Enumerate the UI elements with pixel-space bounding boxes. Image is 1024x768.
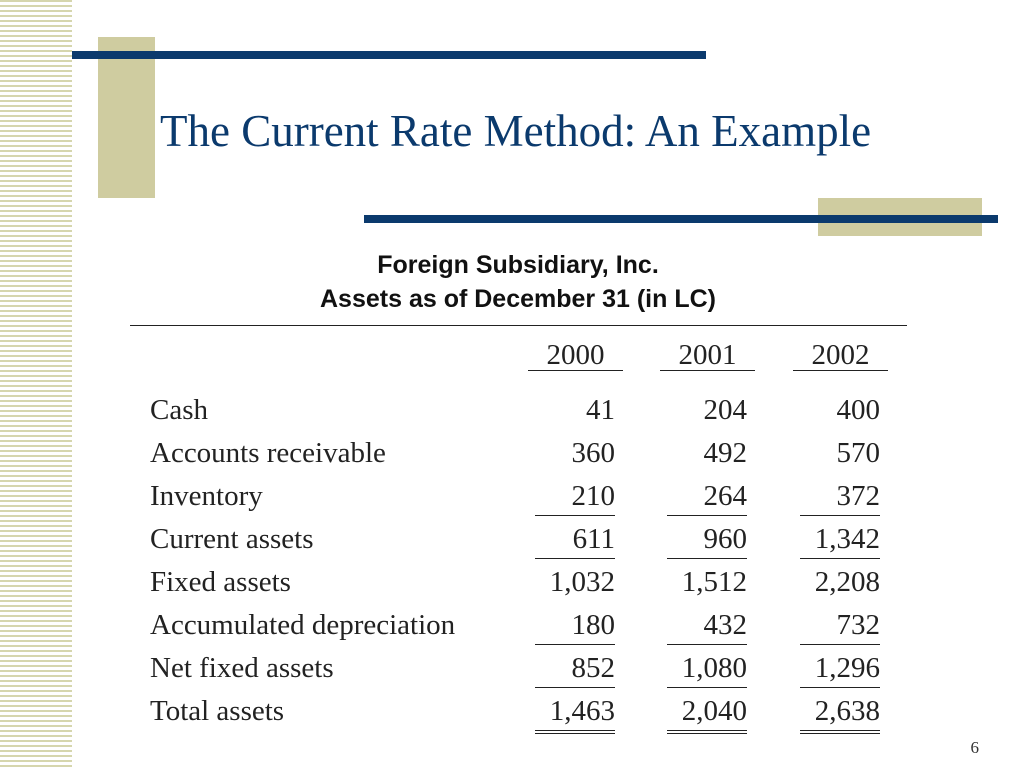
row-label: Total assets bbox=[150, 695, 285, 727]
table-heading bbox=[130, 248, 906, 316]
table-row-cash bbox=[150, 393, 885, 433]
decorative-block-left bbox=[98, 37, 155, 198]
cell-value: 210 bbox=[535, 479, 615, 516]
company-name: Foreign Subsidiary, Inc. bbox=[377, 251, 659, 279]
row-label: Net fixed assets bbox=[150, 652, 334, 684]
cell-value: 432 bbox=[667, 608, 747, 645]
cell-value: 960 bbox=[667, 522, 747, 559]
title-bar-bottom bbox=[364, 215, 998, 223]
cell-value: 400 bbox=[836, 394, 880, 426]
cell-value: 852 bbox=[535, 651, 615, 688]
table-row-net-fixed-assets bbox=[150, 651, 885, 691]
table-subtitle: Assets as of December 31 (in LC) bbox=[320, 285, 716, 313]
table-row-inventory bbox=[150, 479, 885, 519]
cell-value: 2,208 bbox=[814, 566, 880, 598]
table-row-accounts-receivable bbox=[150, 436, 885, 476]
cell-value: 1,512 bbox=[681, 566, 747, 598]
cell-value: 372 bbox=[800, 479, 880, 516]
cell-value: 732 bbox=[800, 608, 880, 645]
cell-value: 41 bbox=[586, 394, 615, 426]
cell-value: 180 bbox=[535, 608, 615, 645]
title-bar-top bbox=[72, 51, 706, 59]
cell-value: 1,463 bbox=[535, 694, 615, 734]
year-header-2001: 2001 bbox=[660, 340, 755, 371]
year-header-2002: 2002 bbox=[793, 340, 888, 371]
cell-value: 2,638 bbox=[800, 694, 880, 734]
table-row-accumulated-depreciation bbox=[150, 608, 885, 648]
decorative-stripes bbox=[0, 0, 72, 768]
cell-value: 611 bbox=[535, 522, 615, 559]
cell-value: 264 bbox=[667, 479, 747, 516]
row-label: Current assets bbox=[150, 523, 314, 555]
table-row-total-assets bbox=[150, 694, 885, 734]
slide-title: The Current Rate Method: An Example bbox=[160, 106, 872, 156]
row-label: Fixed assets bbox=[150, 566, 291, 598]
cell-value: 1,342 bbox=[800, 522, 880, 559]
cell-value: 1,080 bbox=[667, 651, 747, 688]
row-label: Inventory bbox=[150, 480, 263, 512]
page-number: 6 bbox=[970, 738, 979, 757]
year-header-2000: 2000 bbox=[528, 340, 623, 371]
cell-value: 1,032 bbox=[549, 566, 615, 598]
cell-value: 2,040 bbox=[667, 694, 747, 734]
table-row-fixed-assets bbox=[150, 565, 885, 605]
cell-value: 360 bbox=[571, 437, 615, 469]
table-top-rule bbox=[130, 325, 907, 326]
cell-value: 204 bbox=[703, 394, 747, 426]
row-label: Accumulated depreciation bbox=[150, 609, 456, 641]
row-label: Cash bbox=[150, 394, 208, 426]
cell-value: 492 bbox=[703, 437, 747, 469]
table-row-current-assets bbox=[150, 522, 885, 562]
cell-value: 570 bbox=[836, 437, 880, 469]
row-label: Accounts receivable bbox=[150, 437, 386, 469]
cell-value: 1,296 bbox=[800, 651, 880, 688]
